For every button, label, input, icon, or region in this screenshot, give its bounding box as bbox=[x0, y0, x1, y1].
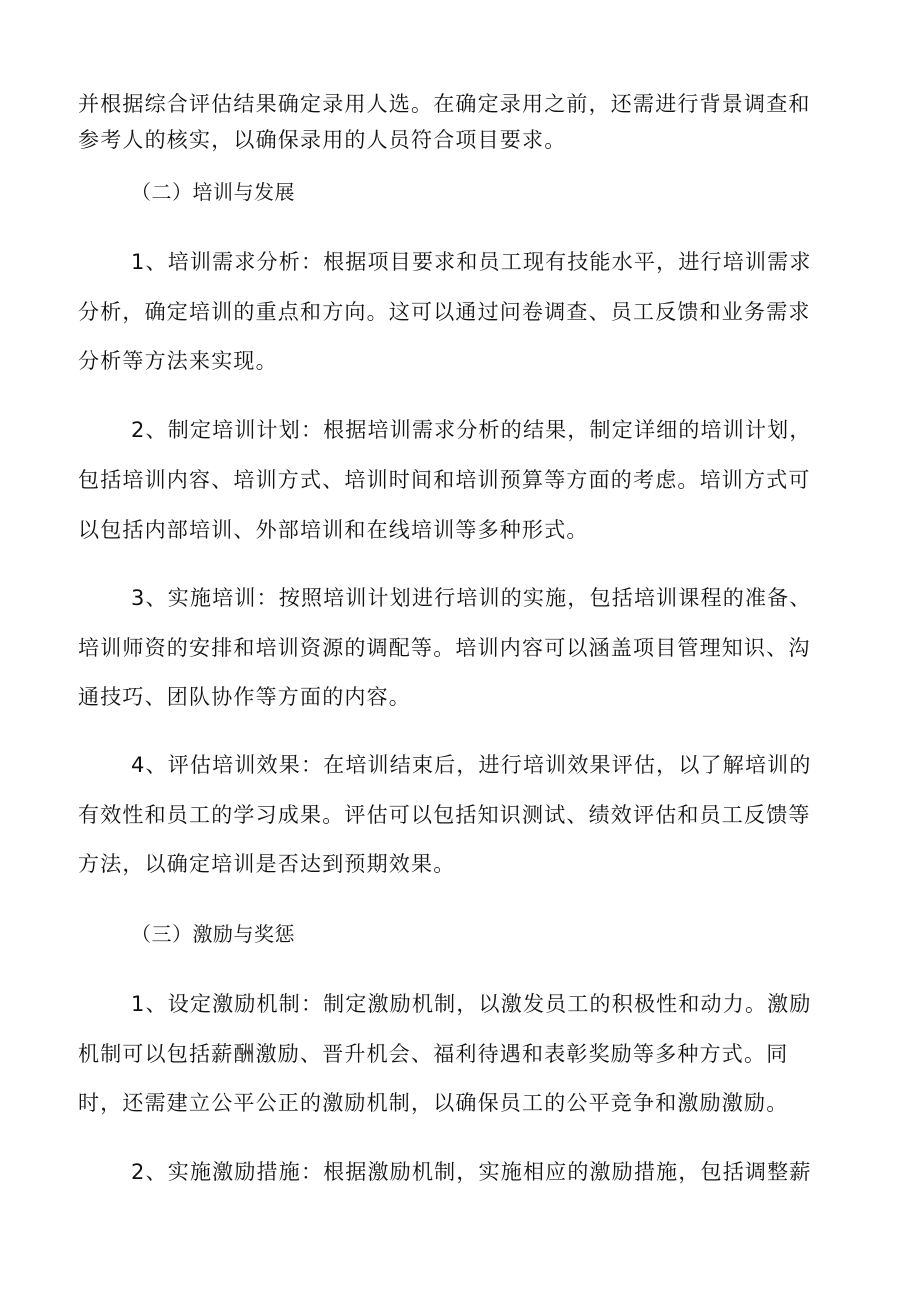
training-item-2-line: 2、制定培训计划：根据培训需求分析的结果，制定详细的培训计划， bbox=[131, 418, 812, 442]
training-item-4-line: 方法，以确定培训是否达到预期效果。 bbox=[78, 852, 456, 876]
incentive-item-2-line: 2、实施激励措施：根据激励机制，实施相应的激励措施，包括调整薪 bbox=[131, 1160, 812, 1184]
incentive-item-1-line: 时，还需建立公平公正的激励机制，以确保员工的公平竞争和激励激励。 bbox=[78, 1091, 789, 1115]
section-heading-incentives: （三）激励与奖惩 bbox=[131, 922, 295, 946]
training-item-1-line: 分析等方法来实现。 bbox=[78, 349, 278, 373]
incentive-item-1-line: 机制可以包括薪酬激励、晋升机会、福利待遇和表彰奖励等多种方式。同 bbox=[78, 1042, 789, 1066]
training-item-4-line: 有效性和员工的学习成果。评估可以包括知识测试、绩效评估和员工反馈等 bbox=[78, 803, 811, 827]
training-item-1-line: 分析，确定培训的重点和方向。这可以通过问卷调查、员工反馈和业务需求 bbox=[78, 300, 811, 324]
training-item-3-line: 3、实施培训：按照培训计划进行培训的实施，包括培训课程的准备、 bbox=[131, 586, 812, 610]
intro-paragraph-line: 并根据综合评估结果确定录用人选。在确定录用之前，还需进行背景调查和 bbox=[78, 92, 811, 116]
training-item-3-line: 培训师资的安排和培训资源的调配等。培训内容可以涵盖项目管理知识、沟 bbox=[78, 636, 811, 660]
incentive-item-1-line: 1、设定激励机制：制定激励机制，以激发员工的积极性和动力。激励 bbox=[131, 992, 812, 1016]
training-item-2-line: 以包括内部培训、外部培训和在线培训等多种形式。 bbox=[78, 518, 589, 542]
section-heading-training: （二）培训与发展 bbox=[131, 180, 295, 204]
training-item-1-line: 1、培训需求分析：根据项目要求和员工现有技能水平，进行培训需求 bbox=[131, 250, 812, 274]
training-item-2-line: 包括培训内容、培训方式、培训时间和培训预算等方面的考虑。培训方式可 bbox=[78, 468, 811, 492]
training-item-4-line: 4、评估培训效果：在培训结束后，进行培训效果评估，以了解培训的 bbox=[131, 753, 812, 777]
training-item-3-line: 通技巧、团队协作等方面的内容。 bbox=[78, 685, 411, 709]
intro-paragraph-line: 参考人的核实，以确保录用的人员符合项目要求。 bbox=[78, 128, 567, 152]
